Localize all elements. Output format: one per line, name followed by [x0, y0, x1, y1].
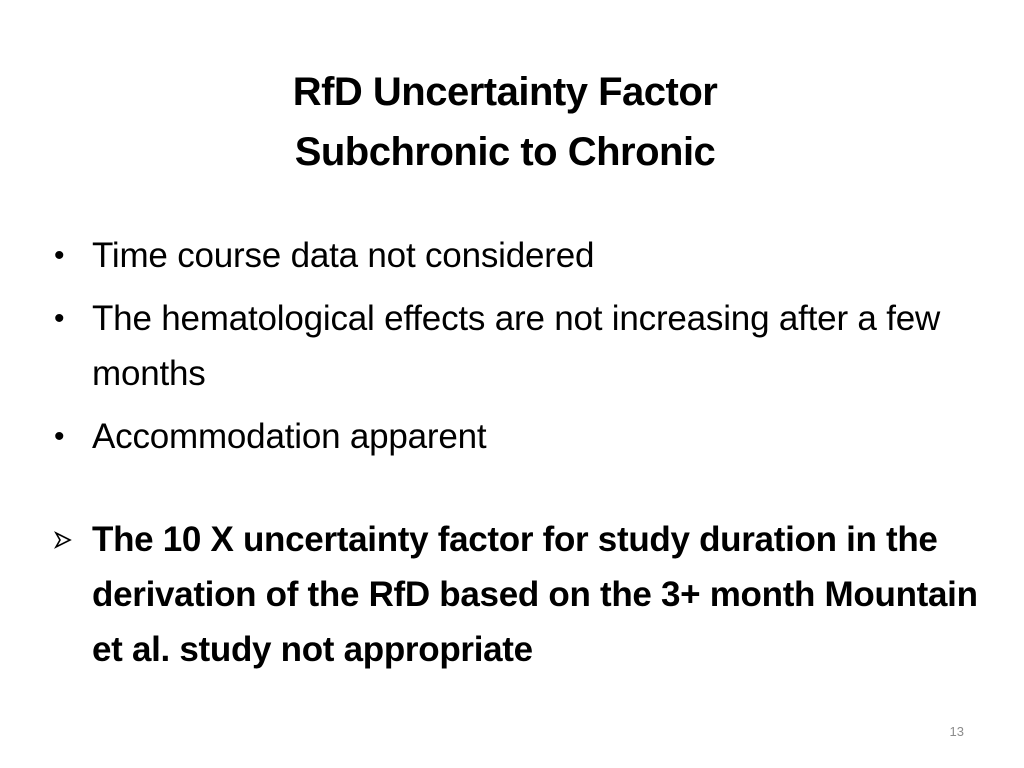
bullet-dot-icon: •	[54, 239, 65, 272]
bullet-list	[52, 228, 982, 472]
title-line-2: Subchronic to Chronic	[294, 130, 716, 174]
arrow-bullet-icon	[54, 531, 72, 549]
bullet-item	[52, 291, 982, 401]
conclusion-item	[52, 512, 982, 677]
bullet-dot-icon: •	[54, 420, 65, 453]
bullet-item	[52, 228, 982, 283]
slide-title	[0, 62, 1010, 182]
page-number: 13	[949, 724, 964, 739]
bullet-item	[52, 409, 982, 464]
bullet-text: Accommodation apparent	[92, 417, 487, 456]
bullet-dot-icon: •	[54, 302, 65, 335]
title-line-1: RfD Uncertainty Factor	[292, 70, 718, 114]
bullet-text: Time course data not considered	[92, 236, 595, 275]
bullet-text: The hematological effects are not increasing after a few months	[92, 299, 941, 393]
conclusion-text: The 10 X uncertainty factor for study duration in the derivation of the RfD based on the 3+ month Mountain et al. study not appropriate	[92, 520, 978, 669]
